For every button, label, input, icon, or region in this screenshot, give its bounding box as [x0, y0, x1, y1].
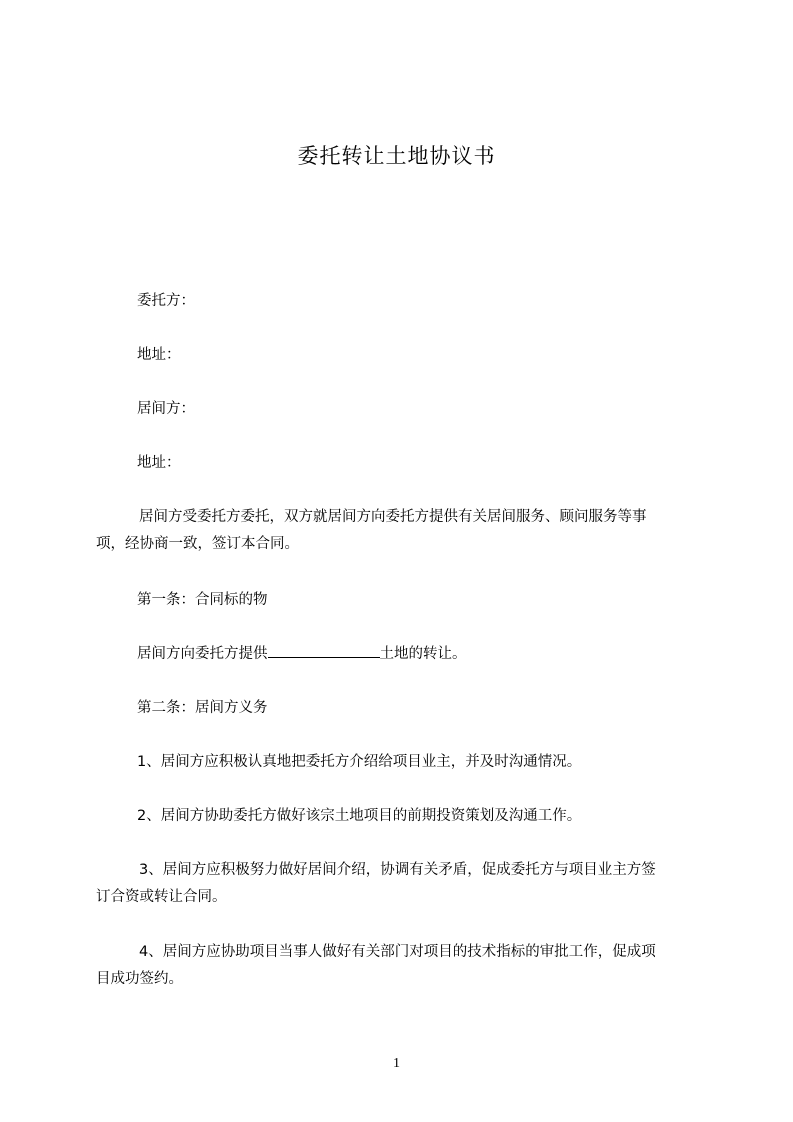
document-title: 委托转让土地协议书 — [297, 144, 496, 168]
article-1-text-before: 居间方向委托方提供 — [137, 646, 268, 662]
fill-in-blank — [268, 645, 380, 658]
intermediary-address-label: 地址： — [137, 455, 181, 471]
page-number: 1 — [393, 1056, 400, 1071]
article-1-heading: 第一条：合同标的物 — [137, 592, 268, 608]
duty-3-line-1: 3、居间方应积极努力做好居间介绍，协调有关矛盾，促成委托方与项目业主方签 — [139, 862, 656, 878]
duty-3-paragraph — [96, 857, 712, 911]
intro-line-1: 居间方受委托方委托，双方就居间方向委托方提供有关居间服务、顾问服务等事 — [139, 509, 647, 525]
duty-2: 2、居间方协助委托方做好该宗土地项目的前期投资策划及沟通工作。 — [137, 808, 582, 824]
duty-3-line-2: 订合资或转让合同。 — [96, 889, 227, 905]
client-address-label: 地址： — [137, 347, 181, 363]
duty-1: 1、居间方应积极认真地把委托方介绍给项目业主，并及时沟通情况。 — [137, 754, 582, 770]
article-1-text — [137, 641, 712, 695]
article-2-heading: 第二条：居间方义务 — [137, 700, 268, 716]
document-body — [96, 288, 712, 993]
duty-4-paragraph — [96, 939, 712, 993]
article-1-text-after: 土地的转让。 — [379, 646, 467, 662]
client-label: 委托方： — [137, 293, 195, 309]
intro-line-2: 项，经协商一致，签订本合同。 — [96, 536, 299, 552]
intermediary-label: 居间方： — [137, 401, 195, 417]
intro-paragraph — [96, 504, 712, 558]
duty-4-line-1: 4、居间方应协助项目当事人做好有关部门对项目的技术指标的审批工作，促成项 — [139, 944, 656, 960]
duty-4-line-2: 目成功签约。 — [96, 971, 183, 987]
